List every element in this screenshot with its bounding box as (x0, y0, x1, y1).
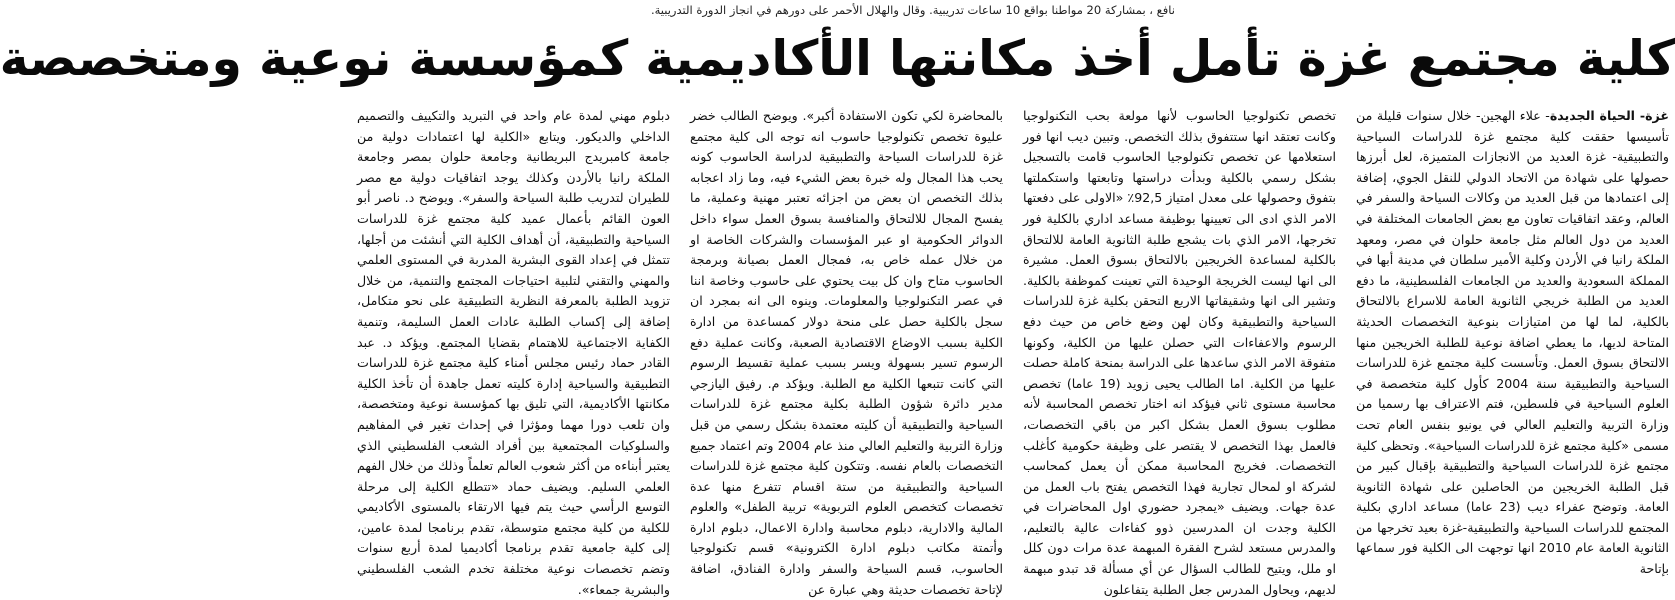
column-text: دبلوم مهني لمدة عام واحد في التبريد والتكييف والتصميم الداخلي والديكور. ويتابع «الكلية لها اعتمادات دولية من جامعة كامبريدج البريطانية وجامعة حلوان بمصر وجامعة الملكة رانيا بالأردن وكذلك يوجد اتفاقيات دولية مع مصر للطيران لتدريب طلبة السياحة والسفر». ويوضح د. ناصر أبو العون القائم بأعمال عميد كلية مجتمع غزة للدراسات السياحية والتطبيقية، أن أهداف الكلية التي أنشئت من أجلها، تتمثل في إعداد القوى البشرية المدربة في المستوى العلمي والمهني والتقني لتلبية احتياجات المجتمع والتنمية، من خلال تزويد الطلبة بالمعرفة النظرية التطبيقية على نحو متكامل، إضافة إلى إكساب الطلبة عادات العمل السليمة، وتنمية الكفاية الاجتماعية للاهتمام بقضايا المجتمع. ويؤكد د. عبد القادر حماد رئيس مجلس أمناء كلية مجتمع غزة للدراسات التطبيقية والسياحية إدارة كليته تعمل جاهدة أن تأخذ الكلية مكانتها الأكاديمية، التي تليق بها كمؤسسة نوعية ومتخصصة، وان تلعب دورا مهما ومؤثرا في إحداث تغير في المفاهيم والسلوكيات المجتمعية بين أفراد الشعب الفلسطيني الذي يعتبر أبناءه من أكثر شعوب العالم تعلماً وذلك من خلال الفهم العلمي السليم. ويضيف حماد «تتطلع الكلية إلى مرحلة التوسع الرأسي حيث يتم فيها الارتقاء بالمستوى الأكاديمي للكلية من كلية مجتمع متوسطة، تقدم برنامجا لمدة عامين، إلى كلية جامعية تقدم برنامجا أكاديميا لمدة أربع سنوات وتضم تخصصات نوعية مختلفة تخدم الشعب الفلسطيني والبشرية جمعاء». (357, 108, 670, 597)
column-paragraph (1356, 106, 1669, 580)
column-text: بالمحاضرة لكي تكون الاستفادة أكبر». ويوضح الطالب خضر عليوة تخصص تكنولوجيا حاسوب انه توجه الى كلية مجتمع غزة للدراسات السياحة والتطبيقية لدراسة الحاسوب كونه يحب هذا المجال وله خبرة بعض الشيء فيه، وما زاد اعجابه بذلك التخصص ان بعض من اجزائه تعتبر مهنية وعملية، ما يفسح المجال للالتحاق والمنافسة بسوق العمل سواء داخل الدوائر الحكومية او عبر المؤسسات والشركات الخاصة او من خلال عمله خاص به، فمجال العمل بصيانة وبرمجة الحاسوب متاح وان كل بيت يحتوي على حاسوب وخاصة اننا في عصر التكنولوجيا والمعلومات. وينوه الى انه بمجرد ان سجل بالكلية حصل على منحة دولار كمساعدة من ادارة الكلية بسبب الاوضاع الاقتصادية الصعبة، وكانت عملية دفع الرسوم تسير بسهولة ويسر بسبب عملية تقسيط الرسوم التي كانت تتبعها الكلية مع الطلبة. ويؤكد م. رفيق اليازجي مدير دائرة شؤون الطلبة بكلية مجتمع غزة للدراسات السياحية والتطبيقية أن كليته معتمدة بشكل رسمي من قبل وزارة التربية والتعليم العالي منذ عام 2004 وتم اعتماد جميع التخصصات بالعام نفسه. وتتكون كلية مجتمع غزة للدراسات السياحية والتطبيقية من ستة اقسام تتفرع منها عدة تخصصات كتخصص العلوم التربوية» تربية الطفل» والعلوم المالية والادارية، دبلوم محاسبة وادارة الاعمال، دبلوم ادارة وأتمتة مكاتب دبلوم ادارة الكترونية» قسم تكنولوجيا الحاسوب، قسم السياحة والسفر وادارة الفنادق، اضافة لإتاحة تخصصات حديثة وهي عبارة عن (690, 108, 1003, 597)
column-paragraph (1023, 106, 1336, 600)
article-column-1 (1356, 106, 1670, 577)
article-headline: كلية مجتمع غزة تأمل أخذ مكانتها الأكاديمية كمؤسسة نوعية ومتخصصة (0, 30, 1675, 87)
article-column-3 (690, 106, 1003, 597)
column-text: - علاء الهجين- خلال سنوات قليلة من تأسيسها حققت كلية مجتمع غزة للدراسات السياحية والتطبيقية- غزة العديد من الانجازات المتميزة، لعل أبرزها حصولها على شهادة من الاتحاد الدولي للنقل الجوي، إضافة إلى اعتمادها من قبل العديد من وكالات السياحة والسفر في العالم، وعقد اتفاقيات تعاون مع بعض الجامعات المختلفة في العديد من دول العالم مثل جامعة حلوان في مصر، ومعهد الملكة رانيا في الأردن وكلية الأمير سلطان في مدينة أبها في المملكة السعودية والعديد من الجامعات الفلسطينية، ما دفع العديد من الطلبة خريجي الثانوية العامة للاسراع بالالتحاق بالكلية، لما لها من امتيازات بنوعية التخصصات الحديثة المتاحة لديها، ما يعطي اضافة نوعية للطلبة الخريجين منها الالتحاق بسوق العمل. وتأسست كلية مجتمع غزة للدراسات السياحية والتطبيقية سنة 2004 كأول كلية متخصصة في العلوم السياحية في فلسطين، فتم الاعتراف بها رسميا من وزارة التربية والتعليم العالي في يونيو بنفس العام تحت مسمى «كلية مجتمع غزة للدراسات السياحية». وتحظى كلية مجتمع غزة للدراسات السياحية والتطبيقية بإقبال كبير من قبل الطلبة الخريجين من الحاصلين على شهادة الثانوية العامة. وتوضح عفراء ديب (23 عاما) مساعد اداري بكلية المجتمع للدراسات السياحية والتطبيقية-غزة بعيد تخرجها من الثانوية العامة عام 2010 انها توجهت الى الكلية فور سماعها بإتاحة (1356, 108, 1670, 577)
column-paragraph (690, 106, 1003, 600)
article-column-4 (357, 106, 670, 597)
dateline: غزة- الحياة الجديدة (1549, 108, 1669, 123)
column-text: تخصص تكنولوجيا الحاسوب لأنها مولعة بحب التكنولوجيا وكانت تعتقد انها ستتفوق بذلك التخصص. وتبين ديب انها فور استعلامها عن تخصص تكنولوجيا الحاسوب قامت بالتسجيل بشكل رسمي بالكلية وبدأت دراستها وتابعتها واستكملتها بتفوق وحصولها على معدل امتياز 92,5٪ «الاولى على دفعتها الامر الذي ادى الى تعيينها بوظيفة مساعد اداري بالكلية فور تخرجها، الامر الذي بات يشجع طلبة الثانوية العامة للالتحاق بالكلية لمساعدة الخريجين بالالتحاق بسوق العمل. مشيرة الى انها ليست الخريجة الوحيدة التي تعينت كموظفة بالكلية. وتشير الى انها وشقيقاتها الاربع التحقن بكلية غزة للدراسات السياحية والتطبيقية وكان لهن وضع خاص من حيث دفع الرسوم والاعفاءات التي حصلن عليها من الكلية، وكونها متفوقة الامر الذي ساعدها على الدراسة بمنحة كاملة حصلت عليها من الكلية. اما الطالب يحيى زويد (19 عاما) تخصص محاسبة مستوى ثاني فيؤكد انه اختار تخصص المحاسبة لأنه مطلوب بسوق العمل بشكل اكبر من باقي التخصصات، فالعمل بهذا التخصص لا يقتصر على وظيفة حكومية كأغلب التخصصات. فخريج المحاسبة ممكن أن يعمل كمحاسب لشركة او لمحال تجارية فهذا التخصص يفتح باب العمل من عدة جهات. ويضيف «يمجرد حضوري اول المحاضرات في الكلية وجدت ان المدرسين ذوو كفاءات عالية بالتعليم، والمدرس مستعد لشرح الفقرة المبهمة عدة مرات دون كلل او ملل، ويتيح للطالب السؤال عن أي مسألة قد تبدو مبهمة لديهم، ويحاول المدرس جعل الطلبة يتفاعلون (1023, 108, 1336, 597)
article-body (357, 106, 1670, 597)
article-column-2 (1023, 106, 1336, 597)
column-paragraph (357, 106, 670, 600)
kicker-text: نافع ، بمشاركة 20 مواطنا بواقع 10 ساعات تدريبية. وقال والهلال الأحمر على دورهم في انجاز الدورة التدريبية. (650, 3, 1175, 17)
